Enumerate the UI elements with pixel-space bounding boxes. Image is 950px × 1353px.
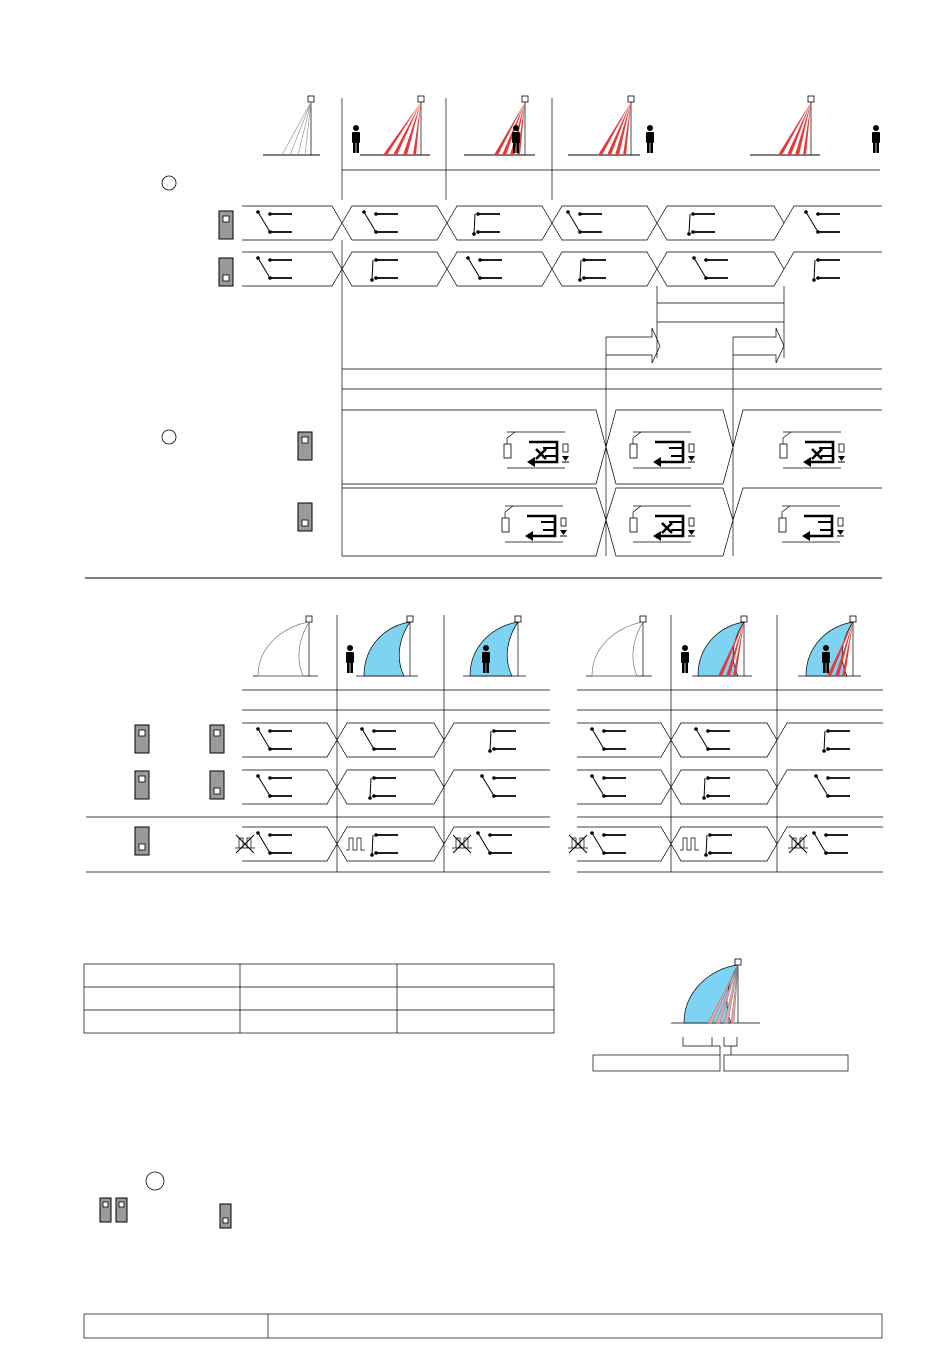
- dip-switch-icon: [210, 771, 224, 799]
- relay-contact-icon: [704, 833, 732, 857]
- sensor-head-icon: [407, 616, 413, 622]
- scene-idle: [263, 96, 320, 155]
- sensor-head-icon: [640, 616, 646, 622]
- relay-contact-icon: [256, 727, 292, 751]
- zone-inside-2: [798, 616, 861, 676]
- block-arrow-icon: [606, 328, 660, 363]
- loop-circuit-icon: [630, 432, 695, 468]
- relay-contact-icon: [812, 258, 840, 282]
- person-icon: [681, 645, 689, 673]
- footer-box: [84, 1314, 882, 1338]
- relay-row-2: [219, 252, 882, 286]
- zone-dip-switches: [86, 725, 883, 872]
- dip-switch-icon: [100, 1198, 111, 1222]
- pulse-signal-icon: [680, 838, 699, 850]
- section-marker-circle: [162, 430, 176, 444]
- relay-contact-icon: [590, 831, 626, 855]
- section-marker-circle: [146, 1172, 164, 1190]
- relay-contact-icon: [694, 727, 730, 751]
- relay-contact-icon: [590, 774, 626, 798]
- relay-contact-icon: [578, 258, 606, 282]
- zone-relay-rows-2: [568, 723, 883, 861]
- zone-inside: [463, 616, 526, 676]
- crossed-signal-icon: [536, 449, 546, 459]
- zone-relay-rows-1: [235, 723, 550, 861]
- dip-switch-icon: [135, 827, 149, 855]
- section-marker-circle: [162, 176, 176, 190]
- relay-contact-icon: [472, 212, 500, 236]
- dip-switch-icon: [135, 725, 149, 753]
- zone-legend-diagram: [593, 959, 848, 1071]
- dip-switch-icon: [220, 1204, 231, 1228]
- sensor-head-icon: [850, 616, 856, 622]
- relay-contact-icon: [362, 210, 398, 234]
- relay-contact-icon: [812, 831, 848, 855]
- sensor-head-icon: [418, 96, 424, 102]
- scene-gone: [750, 96, 880, 155]
- scene-approach: [352, 96, 430, 155]
- relay-contact-icon: [256, 210, 292, 234]
- zone-enter: [346, 616, 418, 676]
- relay-contact-icon: [476, 831, 512, 855]
- dip-switch-icon: [298, 432, 312, 460]
- crossed-signal-icon: [662, 523, 672, 533]
- circuit-rows: [162, 410, 882, 556]
- relay-contact-icon: [370, 833, 398, 857]
- block-arrow-icon: [733, 328, 784, 363]
- relay-contact-icon: [256, 256, 292, 280]
- relay-contact-icon: [566, 210, 602, 234]
- relay-contact-icon: [814, 774, 850, 798]
- sensor-head-icon: [522, 96, 528, 102]
- relay-contact-icon: [804, 210, 840, 234]
- scene-leave: [568, 96, 654, 155]
- relay-contact-icon: [692, 256, 728, 280]
- person-icon: [646, 125, 654, 153]
- loop-circuit-icon: [502, 506, 567, 542]
- crossed-signal-icon: [812, 449, 822, 459]
- relay-row-1: [219, 206, 882, 240]
- sensor-head-icon: [741, 616, 747, 622]
- dip-switch-icon: [116, 1198, 127, 1222]
- sensor-head-icon: [308, 96, 314, 102]
- scene-under: [464, 96, 535, 155]
- relay-contact-icon: [368, 776, 396, 800]
- zone-idle-2: [586, 616, 652, 676]
- relay-contact-icon: [256, 774, 292, 798]
- sensor-head-icon: [628, 96, 634, 102]
- pulse-signal-icon: [346, 838, 365, 850]
- timing-arrows: [342, 240, 882, 556]
- relay-contact-icon: [822, 729, 850, 753]
- relay-contact-icon: [256, 831, 292, 855]
- sensor-head-icon: [515, 616, 521, 622]
- zone-enter-2: [681, 616, 752, 676]
- loop-circuit-icon: [779, 506, 844, 542]
- person-icon: [872, 125, 880, 153]
- dip-switch-icon: [210, 725, 224, 753]
- zone-scenes: [242, 615, 883, 872]
- sensor-head-icon: [808, 96, 814, 102]
- sensor-head-icon: [735, 959, 741, 965]
- dip-switch-icon: [219, 211, 233, 239]
- sensor-head-icon: [306, 616, 312, 622]
- top-scenes: [162, 96, 880, 200]
- crossed-signal-icon: [788, 835, 808, 853]
- relay-contact-icon: [480, 774, 516, 798]
- relay-contact-icon: [370, 258, 398, 282]
- person-icon: [352, 125, 360, 153]
- spec-table: [84, 964, 554, 1033]
- bottom-markers: [100, 1172, 231, 1228]
- crossed-signal-icon: [452, 835, 472, 853]
- relay-contact-icon: [466, 256, 502, 280]
- crossed-signal-icon: [235, 835, 255, 853]
- dip-switch-icon: [135, 771, 149, 799]
- relay-contact-icon: [590, 727, 626, 751]
- relay-contact-icon: [702, 776, 730, 800]
- relay-contact-icon: [360, 727, 396, 751]
- crossed-signal-icon: [568, 835, 588, 853]
- zone-idle: [253, 616, 318, 676]
- relay-contact-icon: [488, 729, 516, 753]
- relay-contact-icon: [687, 212, 715, 236]
- dip-switch-icon: [298, 503, 312, 531]
- person-icon: [346, 645, 354, 673]
- dip-switch-icon: [219, 258, 233, 286]
